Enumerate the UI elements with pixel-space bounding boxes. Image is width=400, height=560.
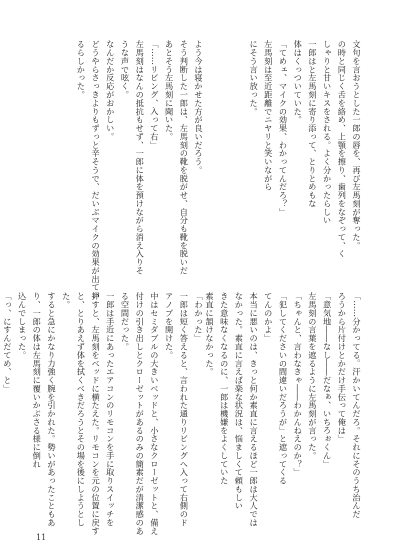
text-line: そう判断した一郎は、左馬刻の靴を脱がせ、自分も靴を脱いだ xyxy=(179,40,190,275)
text-block-upper-left xyxy=(42,40,206,300)
text-line: り、一郎の体は左馬刻に覆いかぶさる様に倒れ xyxy=(32,292,43,468)
text-line: る空間だった。 xyxy=(120,292,131,351)
text-line: 付けの引き出しとクローゼットがあるのみの簡素だが清潔感のあ xyxy=(135,292,146,536)
text-line: 一郎は短く答えると、言われた通りリビングへ入って右側のド xyxy=(179,292,190,527)
text-line: なんだか反応がおかしい。 xyxy=(105,40,116,141)
text-block-lower-left xyxy=(2,292,206,536)
text-line: 「っ、にすんだてめ、と」 xyxy=(2,292,13,393)
text-line: にそう言い放った。 xyxy=(249,40,260,116)
text-line: なかった。素直に言えば楽な状況は、悩ましくて頼もしい xyxy=(234,292,245,510)
text-line: 「……分かってる。汗かいてんだろ。それにそのうち治んだ xyxy=(352,292,362,519)
text-line: と、とりあえず体を拭くべきだろうとその場を後にしようとし xyxy=(76,292,87,527)
text-line: 文句を言おうとした一郎の唇を、再び左馬刻が奪った。 xyxy=(352,40,362,250)
text-line: 一郎はと左馬刻に寄り添って、とりとめもな xyxy=(307,40,318,208)
text-line: 込んでしまった。 xyxy=(17,292,28,360)
text-line: 体はくっついていた。 xyxy=(293,40,304,124)
text-line: 本当に悪いのは、きっと何か素直に言えるほど一郎は大人では xyxy=(249,292,260,527)
text-line: 「……リビング、入って右」 xyxy=(149,40,160,149)
text-line: 「てめェ、マイクの効果、わかってんだろ？」 xyxy=(278,40,289,216)
text-block-upper-right xyxy=(200,40,364,260)
text-line: うな声で呟く。 xyxy=(120,40,131,99)
text-line: 左馬刻は至近距離でニヤリと笑いながら xyxy=(263,40,274,191)
text-area xyxy=(2,40,364,536)
text-line: た。 xyxy=(61,292,72,309)
text-line: しゃりと甘いキスをされる。よく分かったらしい xyxy=(322,40,333,225)
text-line: てんのかよ」 xyxy=(263,292,274,343)
page-number: 11 xyxy=(36,533,47,542)
text-block-lower-right xyxy=(200,292,364,527)
text-line: 素直に頷けなかった。 xyxy=(204,292,215,376)
text-line: アノブを開けた。 xyxy=(164,292,175,360)
text-line: 「意気地――なし――だなぁ、いちろぉくん」 xyxy=(322,292,333,468)
text-line: 左馬刻はなんの抵抗もせず、一郎に体を預けながら消え入りそ xyxy=(135,40,146,275)
text-line: 「わかった」 xyxy=(194,292,204,343)
text-line: ろうから片付けとかだけ手伝って俺は」 xyxy=(337,292,348,443)
text-line: きた意味なくなるのに、一郎は機嫌をよくしていた xyxy=(219,292,230,485)
text-line: の時と同じく舌を絡め、上顎を擦り、歯列をなぞって、く xyxy=(337,40,348,258)
text-line: るらしかった。 xyxy=(76,40,87,99)
text-line: どうやらさっきよりもずっと辛そうで、だいぶマイクの効果が出てい xyxy=(91,40,102,300)
text-line: よう今は寝かせた方が良いだろう。 xyxy=(194,40,204,175)
text-line: 押すと、左馬刻をベッドに横たえた。リモコンを元の位置に戻す xyxy=(91,292,102,536)
text-line: すると急にかなり力強く腕を引かれた。勢いがあったこともあ xyxy=(46,292,57,527)
text-line: 左馬刻の言葉を遮るように左馬刻が言った。 xyxy=(307,292,318,460)
text-line: 「ちゃんと、言わなきゃ――わかんねえのか？」 xyxy=(293,292,304,477)
text-line: あとそう左馬刻に聞いた。 xyxy=(164,40,175,141)
text-line: 「犯してくださいの間違いだろうが」と遮ってくる xyxy=(278,292,289,485)
text-line: 一郎は手近にあったエアコンのリモコンを手に取りスイッチを xyxy=(105,292,116,527)
text-line: 中はセミダブルの大きいベッドと、小さなクローゼットと、備え xyxy=(149,292,160,536)
